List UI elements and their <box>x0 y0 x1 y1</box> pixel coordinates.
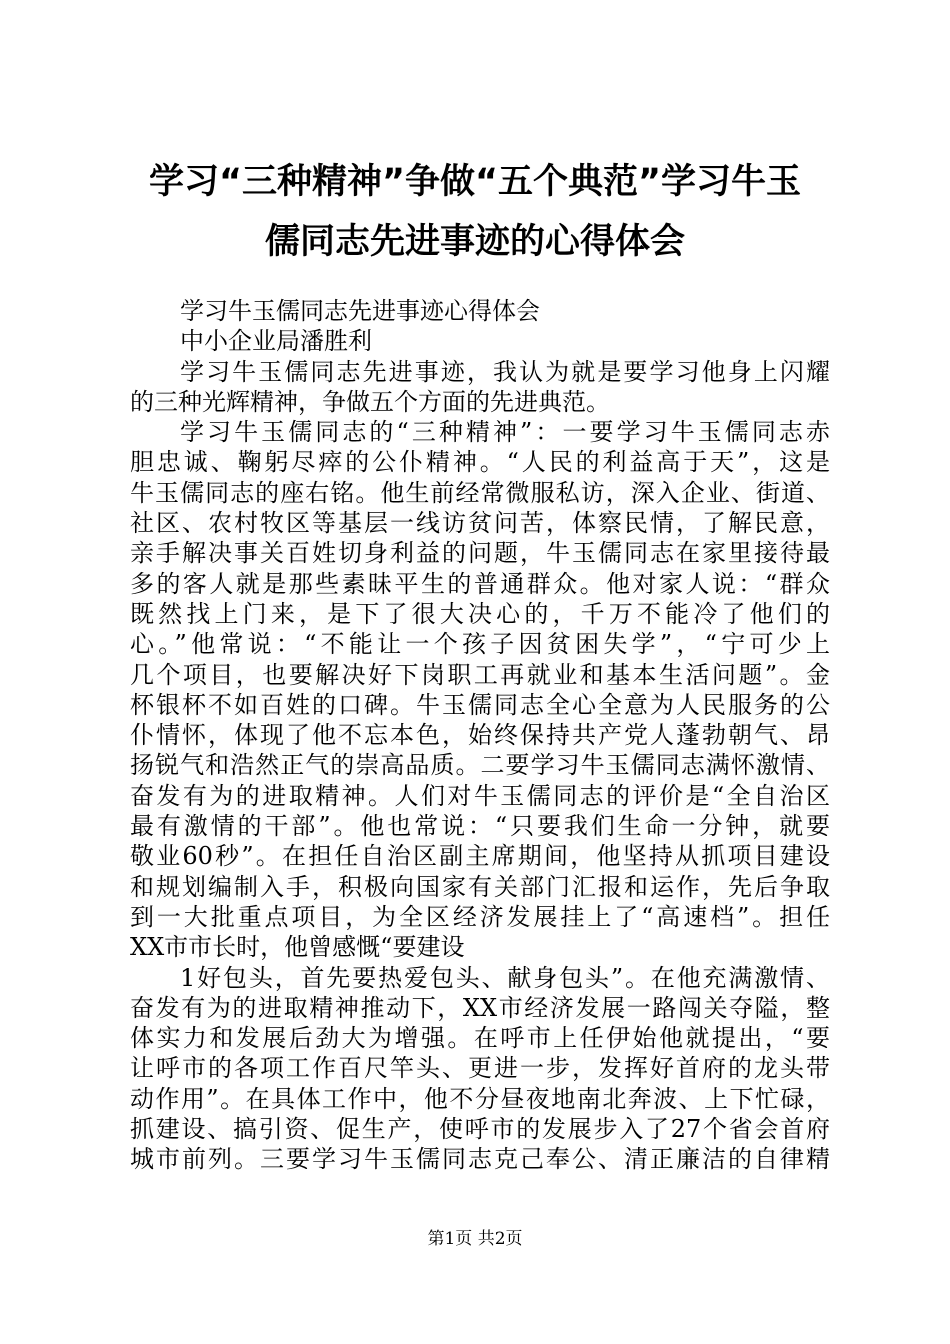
body-text-line: 动作用”。在具体工作中，他不分昼夜地南北奔波、上下忙碌， <box>130 1084 830 1113</box>
body-text-line: 社区、农村牧区等基层一线访贫问苦，体察民情，了解民意， <box>130 509 830 538</box>
body-text-line: XX市市长时，他曾感慨“要建设 <box>130 933 465 962</box>
body-text-line: 牛玉儒同志的座右铭。他生前经常微服私访，深入企业、街道、 <box>130 478 830 507</box>
body-text-line: 扬锐气和浩然正气的崇高品质。二要学习牛玉儒同志满怀激情、 <box>130 751 830 780</box>
body-text-line: 仆情怀，体现了他不忘本色，始终保持共产党人蓬勃朝气、昂 <box>130 721 830 750</box>
body-text-line: 既然找上门来，是下了很大决心的，千万不能冷了他们的 <box>130 599 830 628</box>
body-text-line: 抓建设、搞引资、促生产，使呼市的发展步入了27个省会首府 <box>130 1115 830 1144</box>
body-text-line: 心。”他常说：“不能让一个孩子因贫困失学”，“宁可少上 <box>130 630 830 659</box>
body-text-line: 中小企业局潘胜利 <box>180 327 372 356</box>
body-text-line: 学习牛玉儒同志先进事迹，我认为就是要学习他身上闪耀 <box>180 357 830 386</box>
document-title-line-1: 学习“三种精神”争做“五个典范”学习牛玉 <box>148 162 801 202</box>
body-text-line: 到一大批重点项目，为全区经济发展挂上了“高速档”。担任 <box>130 902 830 931</box>
document-title-line-2: 儒同志先进事迹的心得体会 <box>264 222 685 262</box>
body-text-line: 几个项目，也要解决好下岗职工再就业和基本生活问题”。金 <box>130 660 830 689</box>
body-text-line: 敬业60秒”。在担任自治区副主席期间，他坚持从抓项目建设 <box>130 842 830 871</box>
body-text-line: 多的客人就是那些素昧平生的普通群众。他对家人说：“群众 <box>130 569 830 598</box>
body-text-line: 奋发有为的进取精神推动下，XX市经济发展一路闯关夺隘，整 <box>130 993 830 1022</box>
body-text-line: 奋发有为的进取精神。人们对牛玉儒同志的评价是“全自治区 <box>130 781 830 810</box>
body-text-line: 杯银杯不如百姓的口碑。牛玉儒同志全心全意为人民服务的公 <box>130 690 830 719</box>
body-text-line: 学习牛玉儒同志先进事迹心得体会 <box>180 297 540 325</box>
page-footer: 第1页 共2页 <box>427 1229 523 1249</box>
body-text-line: 的三种光辉精神，争做五个方面的先进典范。 <box>130 387 610 416</box>
body-text-line: 和规划编制入手，积极向国家有关部门汇报和运作，先后争取 <box>130 872 830 901</box>
body-text-line: 最有激情的干部”。他也常说：“只要我们生命一分钟，就要 <box>130 812 830 841</box>
body-text-line: 亲手解决事关百姓切身利益的问题，牛玉儒同志在家里接待最 <box>130 539 830 568</box>
body-text-line: 胆忠诚、鞠躬尽瘁的公仆精神。“人民的利益高于天”，这是 <box>130 448 830 477</box>
body-text-line: 1好包头，首先要热爱包头、献身包头”。在他充满激情、 <box>180 963 830 992</box>
document-body <box>130 296 830 1175</box>
body-text-line: 城市前列。三要学习牛玉儒同志克己奉公、清正廉洁的自律精 <box>130 1145 830 1174</box>
body-text-line: 学习牛玉儒同志的“三种精神”：一要学习牛玉儒同志赤 <box>180 418 830 447</box>
body-text-line: 让呼市的各项工作百尺竿头、更进一步，发挥好首府的龙头带 <box>130 1054 830 1083</box>
body-text-line: 体实力和发展后劲大为增强。在呼市上任伊始他就提出，“要 <box>130 1024 830 1053</box>
